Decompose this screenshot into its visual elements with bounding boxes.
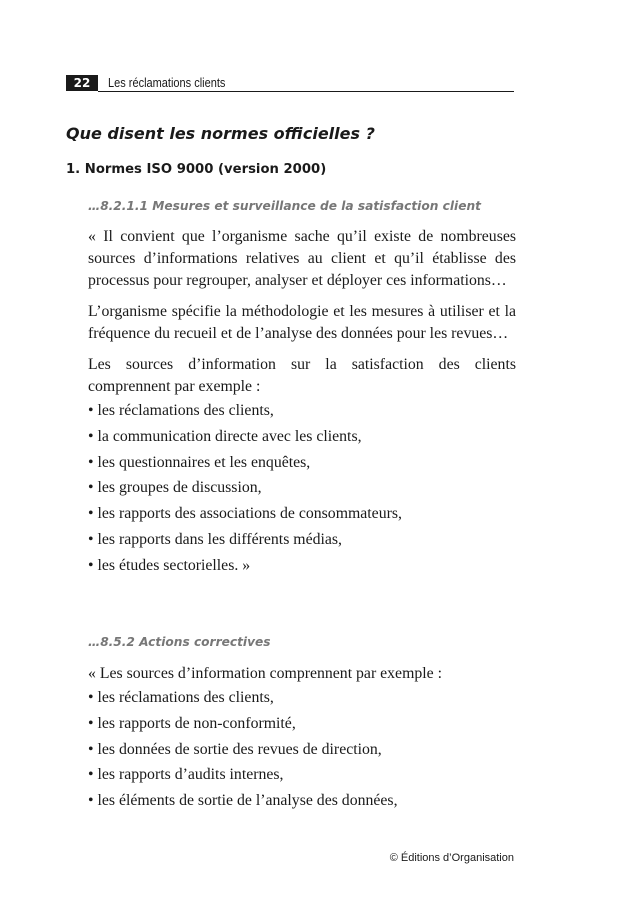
list-item: • les réclamations des clients, (88, 685, 516, 711)
list-item: • les rapports d’audits internes, (88, 762, 516, 788)
running-header (66, 75, 514, 93)
paragraph: « Il convient que l’organisme sache qu’il existe de nombreuses sources d’informations relatives au client et qu’il établisse des processus pour regrouper, analyser et déployer ces informations… (88, 228, 516, 289)
list-item: • la communication directe avec les clients, (88, 424, 516, 450)
section-subtitle: 1. Normes ISO 9000 (version 2000) (66, 162, 327, 177)
clause-8-5-2-body (88, 663, 516, 814)
paragraph: Les sources d’information sur la satisfaction des clients comprennent par exemple : (88, 356, 516, 395)
list-item: • les rapports des associations de consommateurs, (88, 501, 516, 527)
list-item: • les éléments de sortie de l’analyse des données, (88, 788, 516, 814)
list-item: • les études sectorielles. » (88, 553, 516, 579)
list-item: • les groupes de discussion, (88, 475, 516, 501)
list-item: • les questionnaires et les enquêtes, (88, 450, 516, 476)
page-number: 22 (66, 75, 98, 91)
sources-list (88, 398, 516, 579)
corrective-sources-list (88, 685, 516, 814)
paragraph: L’organisme spécifie la méthodologie et les mesures à utiliser et la fréquence du recueil et de l’analyse des données pour les revues… (88, 303, 516, 342)
list-item: • les rapports de non-conformité, (88, 711, 516, 737)
section-title: Que disent les normes officielles ? (66, 124, 375, 143)
list-item: • les réclamations des clients, (88, 398, 516, 424)
running-title: Les réclamations clients (108, 76, 226, 90)
clause-8-2-1-1-body (88, 226, 516, 579)
list-item: • les rapports dans les différents médias, (88, 527, 516, 553)
copyright-footer: © Éditions d’Organisation (389, 852, 514, 864)
paragraph: « Les sources d’information comprennent par exemple : (88, 665, 442, 682)
list-item: • les données de sortie des revues de direction, (88, 737, 516, 763)
header-rule (98, 91, 514, 92)
clause-heading-8-5-2: …8.5.2 Actions correctives (88, 635, 271, 649)
clause-heading-8-2-1-1: …8.2.1.1 Mesures et surveillance de la satisfaction client (88, 199, 481, 213)
